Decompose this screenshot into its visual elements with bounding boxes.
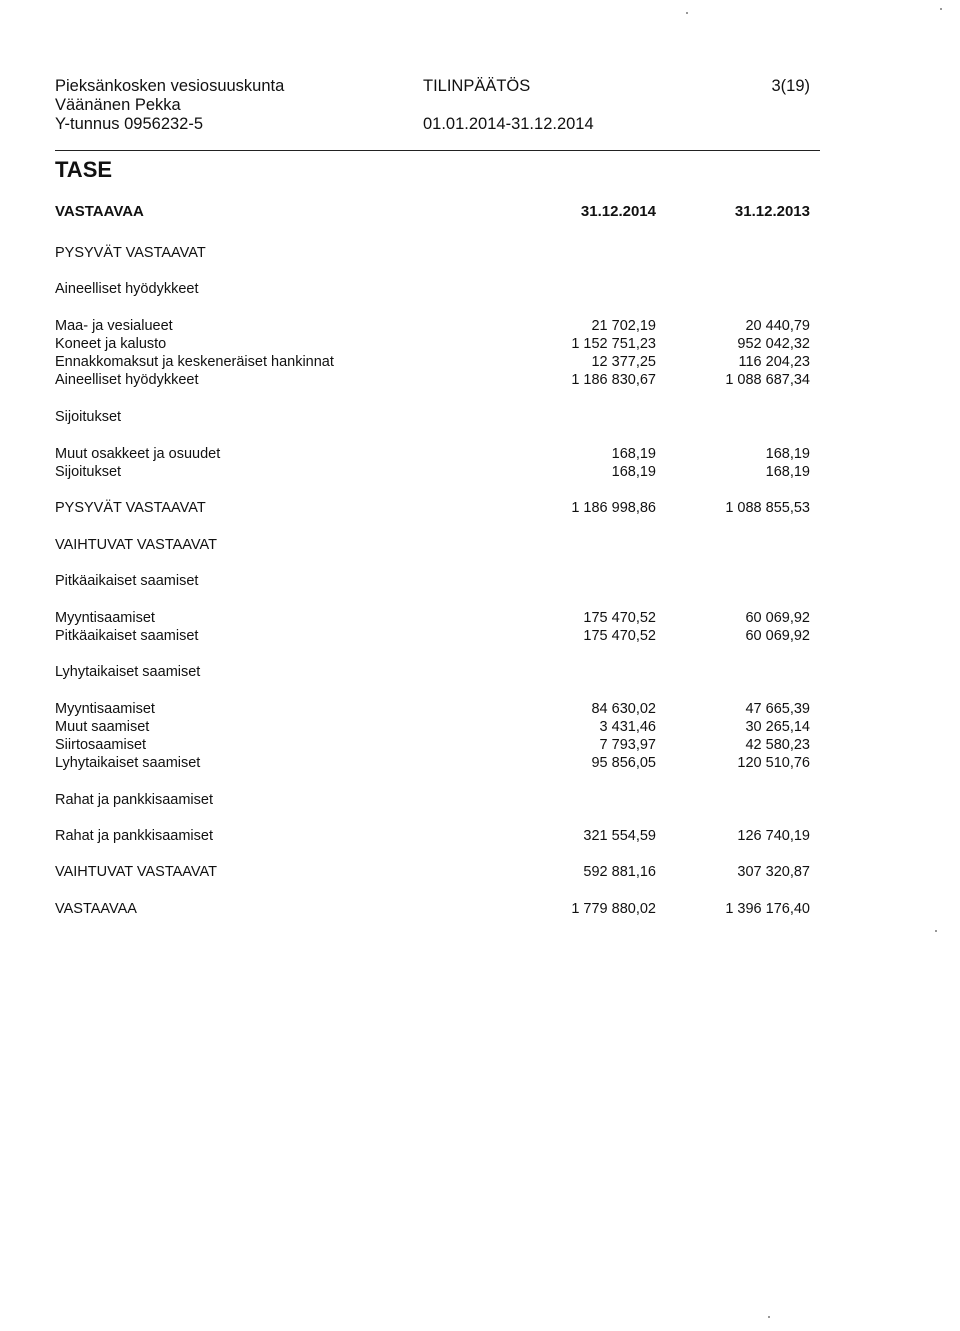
table-row <box>0 718 960 736</box>
row-value-2013: 116 204,23 <box>738 354 810 370</box>
table-row <box>0 827 960 845</box>
table-row <box>0 700 960 718</box>
table-row <box>0 335 960 353</box>
row-value-2014: 321 554,59 <box>583 828 656 844</box>
table-row <box>0 445 960 463</box>
table-row <box>0 609 960 627</box>
row-label: VASTAAVAA <box>55 901 137 917</box>
table-row <box>0 627 960 645</box>
row-label: Koneet ja kalusto <box>55 336 167 352</box>
row-label: Muut saamiset <box>55 719 150 735</box>
table-row <box>0 863 960 881</box>
table-row <box>0 736 960 754</box>
column-header-current: 31.12.2014 <box>580 203 656 220</box>
table-row <box>0 244 960 262</box>
row-label: Lyhytaikaiset saamiset <box>55 755 201 771</box>
row-label: Rahat ja pankkisaamiset <box>55 792 213 808</box>
scan-speck <box>768 1316 770 1318</box>
document-type: TILINPÄÄTÖS <box>423 77 531 95</box>
table-row <box>0 371 960 389</box>
row-value-2014: 21 702,19 <box>591 318 656 334</box>
row-value-2014: 1 186 998,86 <box>571 500 656 516</box>
row-value-2013: 307 320,87 <box>737 864 810 880</box>
row-value-2013: 30 265,14 <box>745 719 810 735</box>
row-label: Pitkäaikaiset saamiset <box>55 628 199 644</box>
row-value-2014: 12 377,25 <box>591 354 656 370</box>
row-label: Siirtosaamiset <box>55 737 147 753</box>
scan-speck <box>935 930 937 932</box>
row-value-2014: 1 152 751,23 <box>571 336 656 352</box>
row-label: PYSYVÄT VASTAAVAT <box>55 500 206 516</box>
table-row <box>0 791 960 809</box>
row-label: Aineelliset hyödykkeet <box>55 281 199 297</box>
row-value-2014: 84 630,02 <box>591 701 656 717</box>
section-heading: VASTAAVAA <box>55 203 144 220</box>
row-value-2013: 126 740,19 <box>737 828 810 844</box>
row-label: Myyntisaamiset <box>55 701 155 717</box>
row-label: Pitkäaikaiset saamiset <box>55 573 199 589</box>
row-label: Ennakkomaksut ja keskeneräiset hankinnat <box>55 354 334 370</box>
row-value-2013: 60 069,92 <box>745 628 810 644</box>
row-value-2013: 1 088 855,53 <box>725 500 810 516</box>
table-row <box>0 408 960 426</box>
row-value-2014: 95 856,05 <box>591 755 656 771</box>
row-label: Aineelliset hyödykkeet <box>55 372 199 388</box>
page-number: 3(19) <box>771 77 810 95</box>
row-label: Muut osakkeet ja osuudet <box>55 446 221 462</box>
row-value-2013: 168,19 <box>765 446 810 462</box>
row-label: Rahat ja pankkisaamiset <box>55 828 213 844</box>
scan-speck <box>686 12 688 14</box>
table-row <box>0 317 960 335</box>
row-label: Sijoitukset <box>55 464 122 480</box>
row-value-2013: 1 396 176,40 <box>725 901 810 917</box>
row-label: Myyntisaamiset <box>55 610 155 626</box>
row-label: VAIHTUVAT VASTAAVAT <box>55 864 217 880</box>
column-header-previous: 31.12.2013 <box>734 203 810 220</box>
row-value-2013: 168,19 <box>765 464 810 480</box>
table-row <box>0 900 960 918</box>
table-row <box>0 754 960 772</box>
row-label: Maa- ja vesialueet <box>55 318 173 334</box>
page-title: TASE <box>55 157 113 182</box>
row-value-2014: 175 470,52 <box>583 628 656 644</box>
row-label: PYSYVÄT VASTAAVAT <box>55 245 206 261</box>
table-row <box>0 353 960 371</box>
row-value-2014: 592 881,16 <box>583 864 656 880</box>
row-value-2014: 168,19 <box>611 464 656 480</box>
row-value-2013: 120 510,76 <box>737 755 810 771</box>
table-row <box>0 463 960 481</box>
company-name: Pieksänkosken vesiosuuskunta <box>55 77 285 95</box>
row-label: Sijoitukset <box>55 409 122 425</box>
table-row <box>0 536 960 554</box>
fiscal-period: 01.01.2014-31.12.2014 <box>423 115 594 133</box>
row-value-2013: 1 088 687,34 <box>725 372 810 388</box>
table-row <box>0 499 960 517</box>
row-value-2013: 952 042,32 <box>737 336 810 352</box>
table-row <box>0 663 960 681</box>
row-value-2014: 1 186 830,67 <box>571 372 656 388</box>
row-value-2013: 42 580,23 <box>745 737 810 753</box>
business-id: Y-tunnus 0956232-5 <box>55 115 204 133</box>
row-value-2013: 60 069,92 <box>745 610 810 626</box>
row-value-2013: 47 665,39 <box>745 701 810 717</box>
row-value-2014: 175 470,52 <box>583 610 656 626</box>
row-value-2014: 1 779 880,02 <box>571 901 656 917</box>
row-label: VAIHTUVAT VASTAAVAT <box>55 537 217 553</box>
row-value-2014: 3 431,46 <box>599 719 656 735</box>
table-row <box>0 280 960 298</box>
row-label: Lyhytaikaiset saamiset <box>55 664 201 680</box>
person-name: Väänänen Pekka <box>55 96 181 114</box>
scan-speck <box>940 8 942 10</box>
row-value-2013: 20 440,79 <box>745 318 810 334</box>
row-value-2014: 7 793,97 <box>599 737 656 753</box>
table-row <box>0 572 960 590</box>
row-value-2014: 168,19 <box>611 446 656 462</box>
